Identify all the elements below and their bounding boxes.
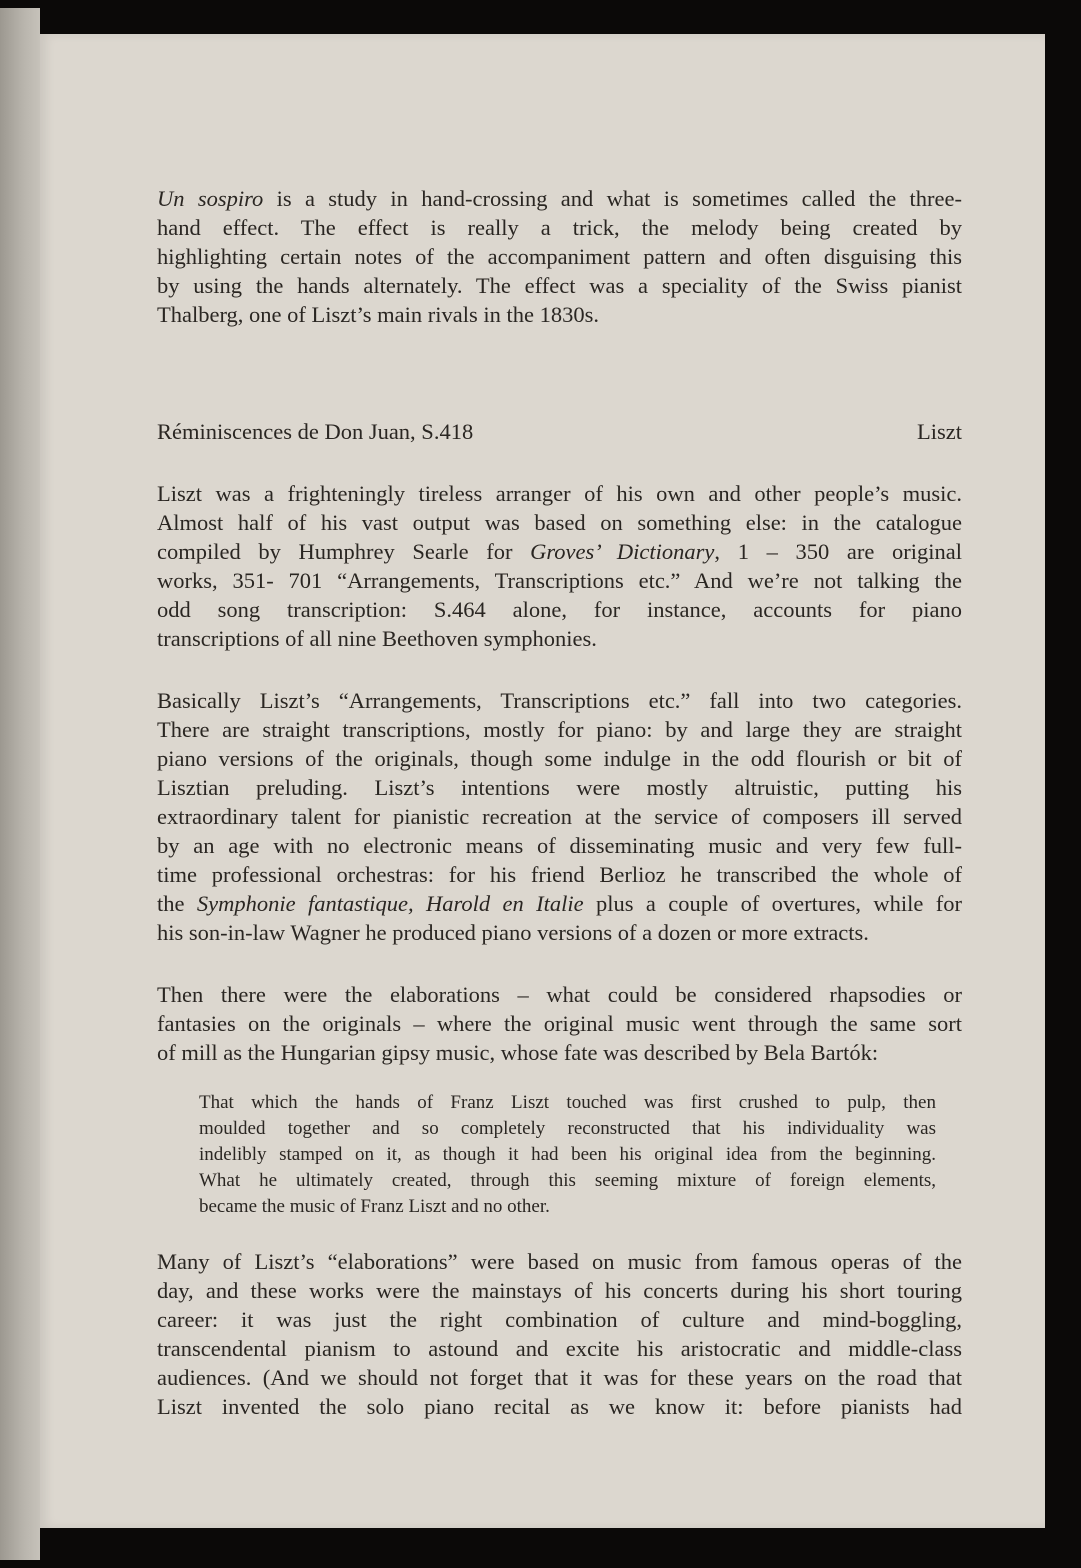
composer-name: Liszt: [917, 419, 962, 444]
text-line: time professional orchestras: for his friend Berlioz he transcribed the whole of: [157, 862, 962, 887]
piece-title: Réminiscences de Don Juan, S.418: [157, 419, 474, 444]
text-line: [157, 184, 962, 213]
work-titles-italic: Symphonie fantastique, Harold en Italie: [196, 891, 584, 916]
line-text: is a study in hand-crossing and what is sometimes called the three-: [263, 186, 962, 211]
text-line: audiences. (And we should not forget that it was for these years on the road that: [157, 1365, 962, 1390]
text-line: Liszt invented the solo piano recital as we know it: before pianists had: [157, 1394, 962, 1419]
quote-line: became the music of Franz Liszt and no other.: [199, 1196, 550, 1217]
line-text: , 1 – 350 are original: [714, 539, 962, 564]
text-line: works, 351- 701 “Arrangements, Transcriptions etc.” And we’re not talking the: [157, 568, 962, 593]
text-line: highlighting certain notes of the accompaniment pattern and often disguising this: [157, 244, 962, 269]
text-line: day, and these works were the mainstays of his concerts during his short touring: [157, 1278, 962, 1303]
text-line: transcendental pianism to astound and excite his aristocratic and middle-class: [157, 1336, 962, 1361]
text-line: Almost half of his vast output was based on something else: in the catalogue: [157, 510, 962, 535]
text-line: odd song transcription: S.464 alone, for instance, accounts for piano: [157, 597, 962, 622]
text-line: of mill as the Hungarian gipsy music, whose fate was described by Bela Bartók:: [157, 1040, 879, 1065]
quote-line: That which the hands of Franz Liszt touched was first crushed to pulp, then: [199, 1092, 936, 1113]
quote-line: indelibly stamped on it, as though it had been his original idea from the beginning.: [199, 1144, 936, 1165]
quote-line: moulded together and so completely reconstructed that his individuality was: [199, 1118, 936, 1139]
text-line: extraordinary talent for pianistic recreation at the service of composers ill served: [157, 804, 962, 829]
text-line: transcriptions of all nine Beethoven symphonies.: [157, 626, 597, 651]
text-line: Thalberg, one of Liszt’s main rivals in the 1830s.: [157, 302, 600, 327]
book-title-italic: Groves’ Dictionary: [530, 539, 715, 564]
section-heading: [157, 417, 962, 446]
line-text: plus a couple of overtures, while for: [583, 891, 962, 916]
text-line: Liszt was a frighteningly tireless arranger of his own and other people’s music.: [157, 481, 962, 506]
line-text: compiled by Humphrey Searle for: [157, 539, 531, 564]
text-line: Lisztian preluding. Liszt’s intentions were mostly altruistic, putting his: [157, 775, 962, 800]
text-line: [157, 889, 962, 918]
book-page: [40, 34, 1045, 1528]
text-line: Basically Liszt’s “Arrangements, Transcriptions etc.” fall into two categories.: [157, 688, 962, 713]
text-line: There are straight transcriptions, mostly for piano: by and large they are straight: [157, 717, 962, 742]
text-line: Many of Liszt’s “elaborations” were based on music from famous operas of the: [157, 1249, 962, 1274]
text-line: by using the hands alternately. The effect was a speciality of the Swiss pianist: [157, 273, 962, 298]
text-line: career: it was just the right combination of culture and mind-boggling,: [157, 1307, 962, 1332]
text-line: by an age with no electronic means of disseminating music and very few full-: [157, 833, 962, 858]
text-line: fantasies on the originals – where the original music went through the same sort: [157, 1011, 962, 1036]
quote-line: What he ultimately created, through this seeming mixture of foreign elements,: [199, 1170, 936, 1191]
text-line: his son-in-law Wagner he produced piano versions of a dozen or more extracts.: [157, 920, 869, 945]
work-title-italic: Un sospiro: [157, 186, 264, 211]
text-line: Then there were the elaborations – what could be considered rhapsodies or: [157, 982, 962, 1007]
text-line: [157, 537, 962, 566]
line-text: the: [157, 891, 197, 916]
facing-page-edge: [0, 8, 40, 1560]
text-line: hand effect. The effect is really a trick, the melody being created by: [157, 215, 962, 240]
text-line: piano versions of the originals, though some indulge in the odd flourish or bit of: [157, 746, 962, 771]
